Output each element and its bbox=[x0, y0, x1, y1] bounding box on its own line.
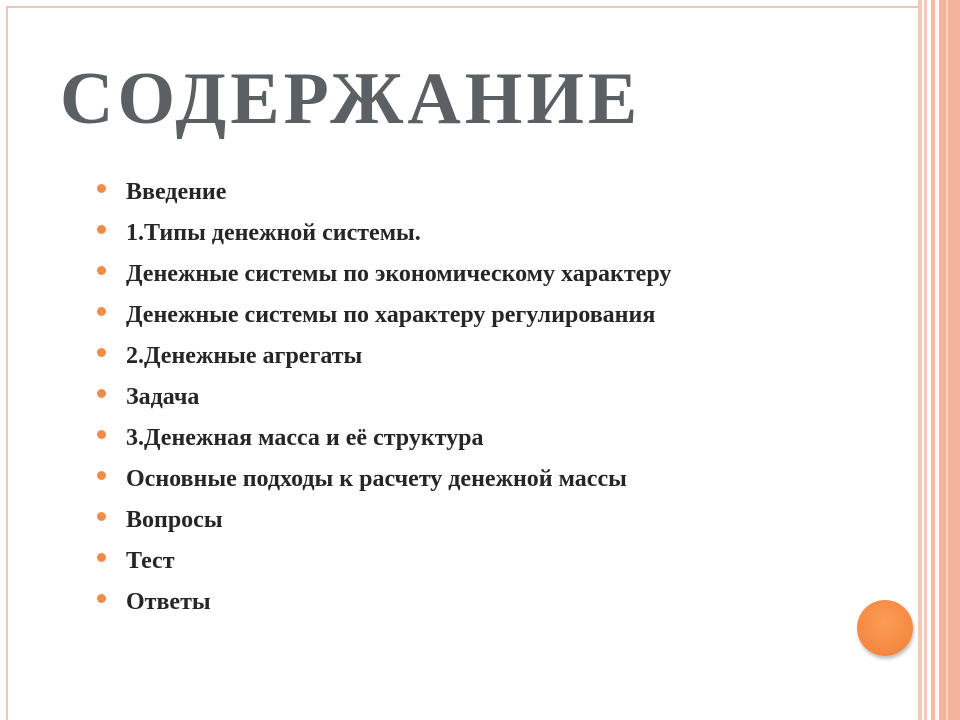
list-item bbox=[97, 463, 671, 504]
bullet-icon bbox=[97, 225, 106, 234]
list-item-label: Тест bbox=[126, 548, 175, 574]
list-item bbox=[97, 586, 671, 627]
stripe bbox=[918, 0, 922, 720]
bullet-icon bbox=[97, 184, 106, 193]
list-item bbox=[97, 217, 671, 258]
list-item-label: Денежные системы по экономическому характеру bbox=[126, 261, 672, 287]
bullet-icon bbox=[97, 307, 106, 316]
list-item bbox=[97, 176, 671, 217]
stripe bbox=[924, 0, 927, 720]
stripe bbox=[946, 0, 948, 720]
list-item-label: 1.Типы денежной системы. bbox=[126, 220, 421, 246]
list-item bbox=[97, 422, 671, 463]
list-item-label: 2.Денежные агрегаты bbox=[126, 343, 363, 369]
bullet-icon bbox=[97, 594, 106, 603]
list-item-label: Вопросы bbox=[126, 507, 223, 533]
decorative-circle-icon bbox=[857, 600, 913, 656]
bullet-icon bbox=[97, 553, 106, 562]
list-item bbox=[97, 299, 671, 340]
side-stripes bbox=[918, 0, 960, 720]
list-item bbox=[97, 258, 671, 299]
bullet-icon bbox=[97, 471, 106, 480]
list-item bbox=[97, 504, 671, 545]
list-item bbox=[97, 545, 671, 586]
list-item-label: Задача bbox=[126, 384, 200, 410]
list-item-label: 3.Денежная масса и её структура bbox=[126, 425, 484, 451]
stripe bbox=[931, 0, 935, 720]
list-item-label: Ответы bbox=[126, 589, 211, 615]
stripe bbox=[939, 0, 960, 720]
bullet-icon bbox=[97, 512, 106, 521]
list-item-label: Введение bbox=[126, 179, 227, 205]
bullet-icon bbox=[97, 430, 106, 439]
bullet-icon bbox=[97, 266, 106, 275]
list-item bbox=[97, 381, 671, 422]
list-item-label: Денежные системы по характеру регулирования bbox=[126, 302, 656, 328]
list-item bbox=[97, 340, 671, 381]
bullet-icon bbox=[97, 389, 106, 398]
list-item-label: Основные подходы к расчету денежной массы bbox=[126, 466, 627, 492]
bullet-icon bbox=[97, 348, 106, 357]
contents-list bbox=[97, 176, 671, 627]
slide-title: СОДЕРЖАНИЕ bbox=[60, 58, 642, 140]
